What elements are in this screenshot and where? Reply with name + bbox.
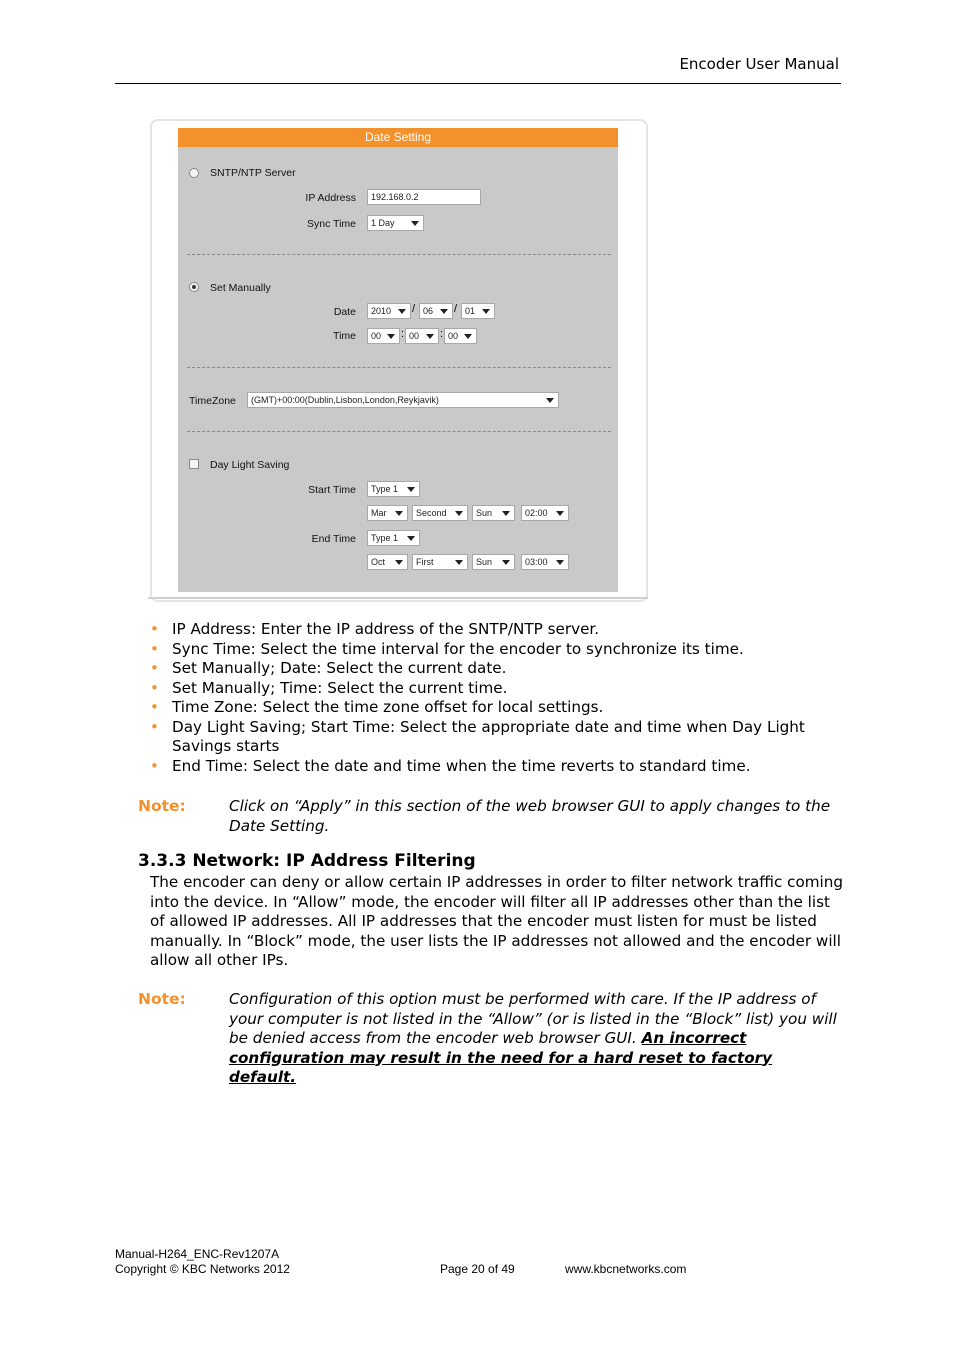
chevron-down-icon [426, 334, 434, 339]
chevron-down-icon [398, 309, 406, 314]
list-item: • Day Light Saving; Start Time: Select the appropriate date and time when Day Light Savings starts [150, 718, 812, 757]
start-clock-select[interactable] [521, 505, 569, 521]
header-rule [115, 83, 841, 84]
start-day-value: Sun [476, 508, 493, 518]
end-day-value: Sun [476, 557, 493, 567]
date-separator: / [412, 303, 416, 315]
date-day-value: 01 [465, 306, 476, 316]
time-min-select[interactable] [405, 328, 439, 344]
footer-copyright: Copyright © KBC Networks 2012 [115, 1262, 290, 1276]
chevron-down-icon [455, 511, 463, 516]
date-separator: / [454, 303, 458, 315]
start-day-select[interactable] [472, 505, 515, 521]
footer-page-number: Page 20 of 49 [440, 1262, 515, 1276]
section-body: The encoder can deny or allow certain IP addresses in order to filter network traffic coming into the device. In “Allow” mode, the encoder will filter all IP addresses other than the list of allowed IP addresses. All IP addresses that the encoder must listen for must be listed manually. In “Block” mode, the user lists the IP addresses not allowed and the encoder will allow all other IPs. [150, 873, 844, 969]
set-manually-radio[interactable] [189, 282, 199, 292]
note-text: Click on “Apply” in this section of the web browser GUI to apply changes to the Date Setting. [229, 797, 831, 835]
footer-website: www.kbcnetworks.com [565, 1262, 687, 1276]
date-month-select[interactable] [419, 303, 453, 319]
chevron-down-icon [407, 487, 415, 492]
divider [187, 254, 611, 255]
start-week-value: Second [416, 508, 447, 518]
note-label: Note: [138, 797, 186, 815]
chevron-down-icon [556, 560, 564, 565]
chevron-down-icon [455, 560, 463, 565]
chevron-down-icon [482, 309, 490, 314]
chevron-down-icon [464, 334, 472, 339]
end-clock-select[interactable] [521, 554, 569, 570]
start-month-value: Mar [371, 508, 387, 518]
divider [187, 367, 611, 368]
divider [187, 431, 611, 432]
note-warning-intro: Configuration of this option must be performed with care. If the IP address of your computer is not listed in the “Allow” (or is listed in the “Block” list) you will be denied access from the encoder web browser GUI. [229, 990, 837, 1047]
chevron-down-icon [395, 511, 403, 516]
time-separator: : [401, 328, 405, 340]
list-item: • Sync Time: Select the time interval for the encoder to synchronize its time. [150, 640, 850, 660]
end-type-select[interactable] [367, 530, 420, 546]
date-year-select[interactable] [367, 303, 411, 319]
sync-time-select[interactable] [367, 215, 424, 231]
chevron-down-icon [395, 560, 403, 565]
date-day-select[interactable] [461, 303, 495, 319]
chevron-down-icon [502, 511, 510, 516]
date-year-value: 2010 [371, 306, 392, 316]
end-week-select[interactable] [412, 554, 468, 570]
timezone-select[interactable] [247, 392, 559, 408]
note-text [229, 990, 841, 1088]
ip-address-label: IP Address [305, 192, 356, 204]
footer-manual-id: Manual-H264_ENC-Rev1207A [115, 1247, 280, 1261]
chevron-down-icon [411, 221, 419, 226]
chevron-down-icon [407, 536, 415, 541]
start-week-select[interactable] [412, 505, 468, 521]
time-min-value: 00 [409, 331, 420, 341]
date-label: Date [333, 306, 356, 318]
chevron-down-icon [440, 309, 448, 314]
sync-time-label: Sync Time [306, 218, 356, 230]
list-item: • Set Manually; Date: Select the current date. [150, 659, 850, 679]
end-type-value: Type 1 [371, 533, 399, 543]
timezone-label: TimeZone [189, 395, 236, 407]
start-type-select[interactable] [367, 481, 420, 497]
time-sec-value: 00 [448, 331, 459, 341]
time-separator: : [440, 328, 444, 340]
note-label: Note: [138, 990, 186, 1008]
chevron-down-icon [387, 334, 395, 339]
daylight-saving-checkbox[interactable] [189, 459, 199, 469]
daylight-saving-label: Day Light Saving [210, 459, 290, 471]
time-label: Time [333, 330, 356, 342]
end-month-select[interactable] [367, 554, 408, 570]
end-week-value: First [416, 557, 434, 567]
start-clock-value: 02:00 [525, 508, 548, 518]
start-type-value: Type 1 [371, 484, 399, 494]
chevron-down-icon [546, 398, 554, 403]
section-heading: 3.3.3 Network: IP Address Filtering [138, 851, 476, 871]
time-hour-select[interactable] [367, 328, 400, 344]
sntp-label: SNTP/NTP Server [210, 167, 296, 179]
chevron-down-icon [556, 511, 564, 516]
time-hour-value: 00 [371, 331, 382, 341]
start-month-select[interactable] [367, 505, 408, 521]
end-month-value: Oct [371, 557, 386, 567]
time-sec-select[interactable] [444, 328, 477, 344]
date-month-value: 06 [423, 306, 434, 316]
list-item: • Time Zone: Select the time zone offset for local settings. [150, 698, 850, 718]
settings-bullet-list [150, 620, 850, 776]
chevron-down-icon [502, 560, 510, 565]
document-header-title: Encoder User Manual [679, 55, 839, 73]
list-item: • End Time: Select the date and time when the time reverts to standard time. [150, 757, 850, 777]
timezone-value: (GMT)+00:00(Dublin,Lisbon,London,Reykjavik) [251, 395, 439, 405]
list-item: • Set Manually; Time: Select the current time. [150, 679, 850, 699]
note-warning-emphasis: An incorrect configuration may result in the need for a hard reset to factory default. [229, 1029, 773, 1086]
start-time-label: Start Time [308, 484, 356, 496]
screenshot-frame-shadow [148, 597, 648, 599]
end-day-select[interactable] [472, 554, 515, 570]
sntp-radio[interactable] [189, 168, 199, 178]
end-clock-value: 03:00 [525, 557, 548, 567]
sync-time-value: 1 Day [371, 218, 395, 228]
end-time-label: End Time [311, 533, 356, 545]
date-setting-header: Date Setting [178, 128, 618, 147]
ip-address-input[interactable]: 192.168.0.2 [367, 189, 481, 205]
list-item: • IP Address: Enter the IP address of the SNTP/NTP server. [150, 620, 850, 640]
set-manually-label: Set Manually [210, 282, 271, 294]
